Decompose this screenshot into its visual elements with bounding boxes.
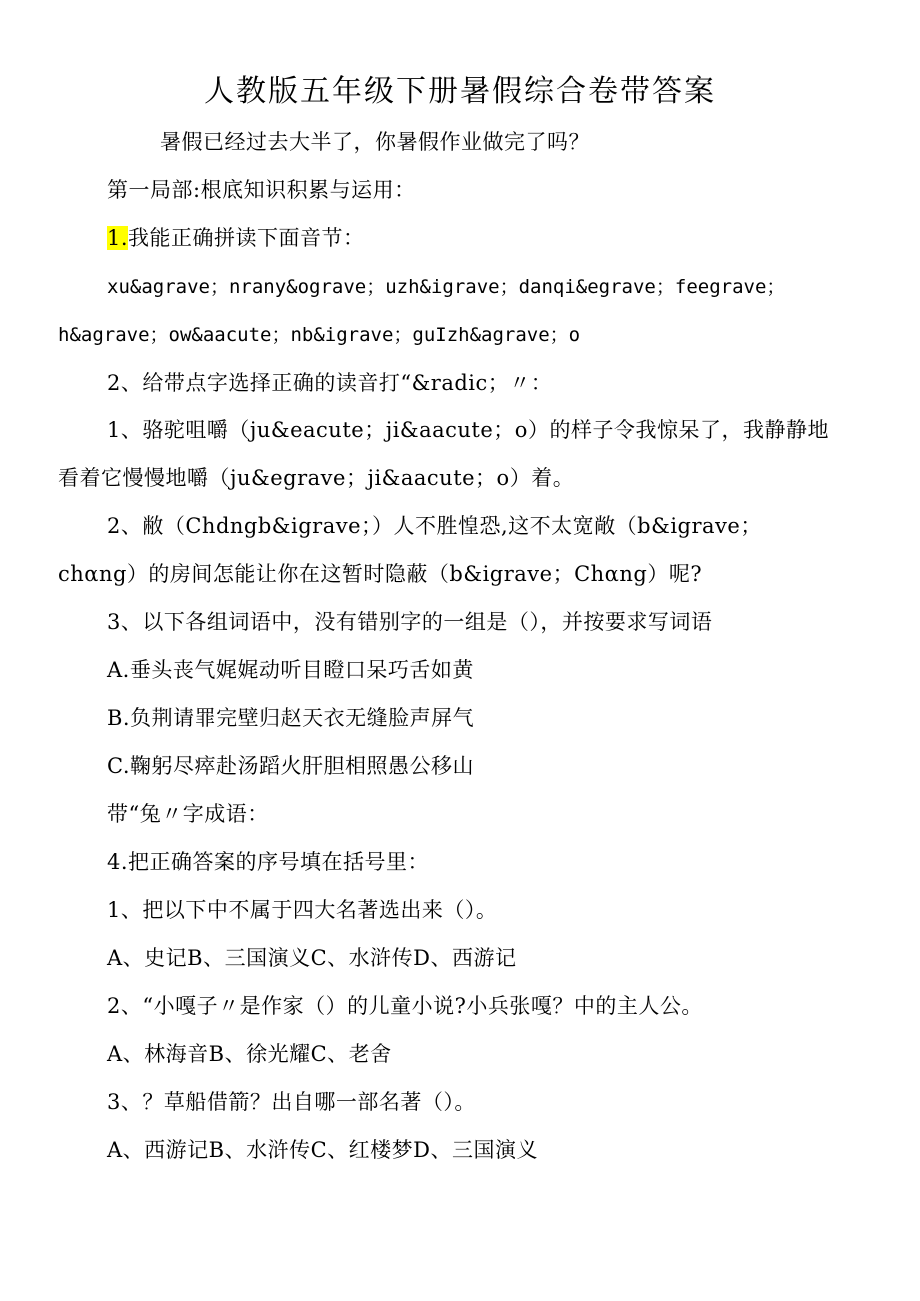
highlighted-number: 1. bbox=[107, 226, 129, 250]
question-3-option-c: C.鞠躬尽瘁赴汤蹈火肝胆相照愚公移山 bbox=[107, 754, 474, 778]
question-3-option-b: B.负荆请罪完壁归赵天衣无缝脸声屏气 bbox=[107, 706, 475, 730]
question-1-text: 我能正确拼读下面音节： bbox=[128, 226, 365, 250]
question-4-1: 1、把以下中不属于四大名著选出来（）。 bbox=[107, 898, 498, 922]
page-title: 人教版五年级下册暑假综合卷带答案 bbox=[204, 74, 716, 109]
question-1 bbox=[107, 223, 365, 253]
question-4-3-options: A、西游记B、水浒传C、红楼梦D、三国演义 bbox=[107, 1138, 539, 1162]
part-heading: 第一局部:根底知识积累与运用： bbox=[107, 178, 416, 202]
question-4: 4.把正确答案的序号填在括号里： bbox=[107, 850, 430, 874]
question-4-2: 2、“小嘎子〃是作家（）的儿童小说?小兵张嘎？中的主人公。 bbox=[107, 994, 703, 1018]
question-4-2-options: A、林海音B、徐光耀C、老舍 bbox=[107, 1042, 392, 1066]
pinyin-line-2: h&agrave；ow&aacute；nb&igrave；guIzh&agrave；o bbox=[58, 324, 581, 346]
question-2-1-line-2: 看着它慢慢地嚼（ju&egrave；ji&aacute；o）着。 bbox=[58, 466, 575, 490]
question-2-2-line-2: chαng）的房间怎能让你在这暂时隐蔽（b&igrave；Chαng）呢? bbox=[58, 562, 703, 586]
question-3: 3、以下各组词语中，没有错别字的一组是（），并按要求写词语 bbox=[107, 610, 713, 634]
question-4-3: 3、？草船借箭？出自哪一部名著（）。 bbox=[107, 1090, 476, 1114]
question-3-option-a: A.垂头丧气娓娓动听目瞪口呆巧舌如黄 bbox=[107, 658, 474, 682]
pinyin-line-1: xu&agrave；nrany&ograve；uzh&igrave；danqi&egrave；feegrave； bbox=[107, 276, 786, 298]
question-3-extra: 带“兔〃字成语： bbox=[107, 802, 269, 826]
question-2: 2、给带点字选择正确的读音打“&radic；〃： bbox=[107, 371, 553, 395]
question-4-1-options: A、史记B、三国演义C、水浒传D、西游记 bbox=[107, 946, 517, 970]
intro-line: 暑假已经过去大半了，你暑假作业做完了吗？ bbox=[160, 130, 590, 154]
question-2-1-line-1: 1、骆驼咀嚼（ju&eacute；ji&aacute；o）的样子令我惊呆了，我静静地 bbox=[107, 418, 829, 442]
question-2-2-line-1: 2、敝（Chdngb&igrave；）人不胜惶恐,这不太宽敞（b&igrave； bbox=[107, 514, 762, 538]
